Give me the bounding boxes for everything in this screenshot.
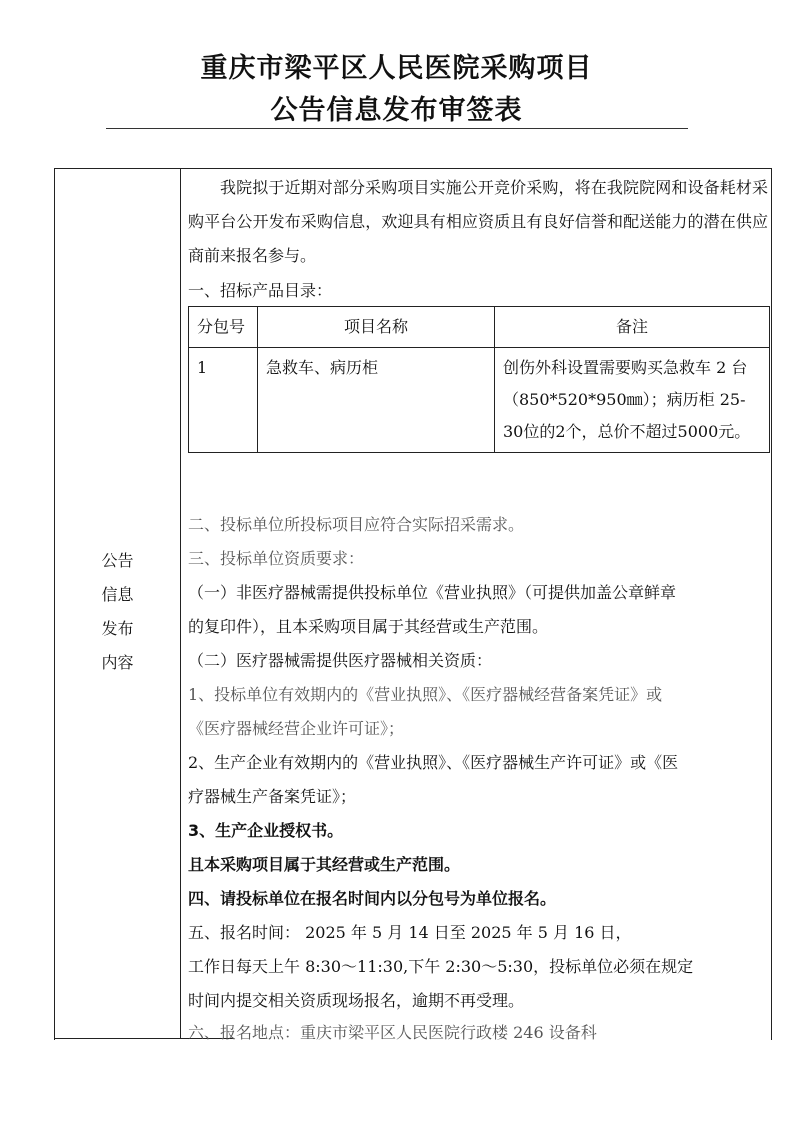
header-remarks: 备注 <box>495 307 770 348</box>
title-underline <box>106 128 688 129</box>
requirement-1-line2: 的复印件），且本采购项目属于其经营或生产范围。 <box>188 617 549 636</box>
header-package-no: 分包号 <box>189 307 258 348</box>
section-3: 三、投标单位资质要求： <box>188 549 365 568</box>
column-divider <box>180 168 181 1038</box>
cell-project-name: 急救车、病历柜 <box>258 348 495 453</box>
cell-remarks: 创伤外科设置需要购买急救车 2 台（850*520*950㎜）；病历柜 25-30位的2个，总价不超过5000元。 <box>495 348 770 453</box>
section-5-line2: 工作日每天上午 8:30～11:30,下午 2:30～5:30，投标单位必须在规定 <box>188 957 694 976</box>
cell-package-no: 1 <box>189 348 258 453</box>
intro-paragraph: 我院拟于近期对部分采购项目实施公开竞价采购，将在我院院网和设备耗材采购平台公开发布采购信息，欢迎具有相应资质且有良好信誉和配送能力的潜在供应商前来报名参与。 <box>188 178 768 265</box>
scope-statement: 且本采购项目属于其经营或生产范围。 <box>188 855 461 874</box>
section-2: 二、投标单位所投标项目应符合实际招采需求。 <box>188 515 525 534</box>
table-header-row <box>189 307 770 348</box>
requirement-2: （二）医疗器械需提供医疗器械相关资质： <box>188 651 493 670</box>
section-5-line3: 时间内提交相关资质现场报名，逾期不再受理。 <box>188 991 525 1010</box>
table-row <box>189 348 770 453</box>
item-3: 3、生产企业授权书。 <box>188 821 344 840</box>
header-project-name: 项目名称 <box>258 307 495 348</box>
item-1-line2: 《医疗器械经营企业许可证》； <box>188 719 405 738</box>
item-1-line1: 1、投标单位有效期内的《营业执照》、《医疗器械经营备案凭证》或 <box>188 685 663 704</box>
section-product-catalog: 一、招标产品目录： <box>188 281 333 300</box>
section-5-line1: 五、报名时间： 2025 年 5 月 14 日至 2025 年 5 月 16 日， <box>188 923 632 942</box>
section-6: 六、报名地点：重庆市梁平区人民医院行政楼 246 设备科 <box>188 1023 597 1042</box>
requirement-1-line1: （一）非医疗器械需提供投标单位《营业执照》（可提供加盖公章鲜章 <box>188 583 677 602</box>
side-label-line: 发布 <box>101 619 134 638</box>
item-2-line1: 2、生产企业有效期内的《营业执照》、《医疗器械生产许可证》或《医 <box>188 753 679 772</box>
product-table <box>188 306 770 453</box>
side-label-line: 公告 <box>101 551 134 570</box>
side-label <box>55 544 180 680</box>
side-label-line: 信息 <box>101 585 134 604</box>
document-title-line2: 公告信息发布审签表 <box>270 95 523 126</box>
side-label-line: 内容 <box>101 653 134 672</box>
item-2-line2: 疗器械生产备案凭证》； <box>188 787 357 806</box>
document-title-line1: 重庆市梁平区人民医院采购项目 <box>200 53 593 84</box>
section-4: 四、请投标单位在报名时间内以分包号为单位报名。 <box>188 889 557 908</box>
